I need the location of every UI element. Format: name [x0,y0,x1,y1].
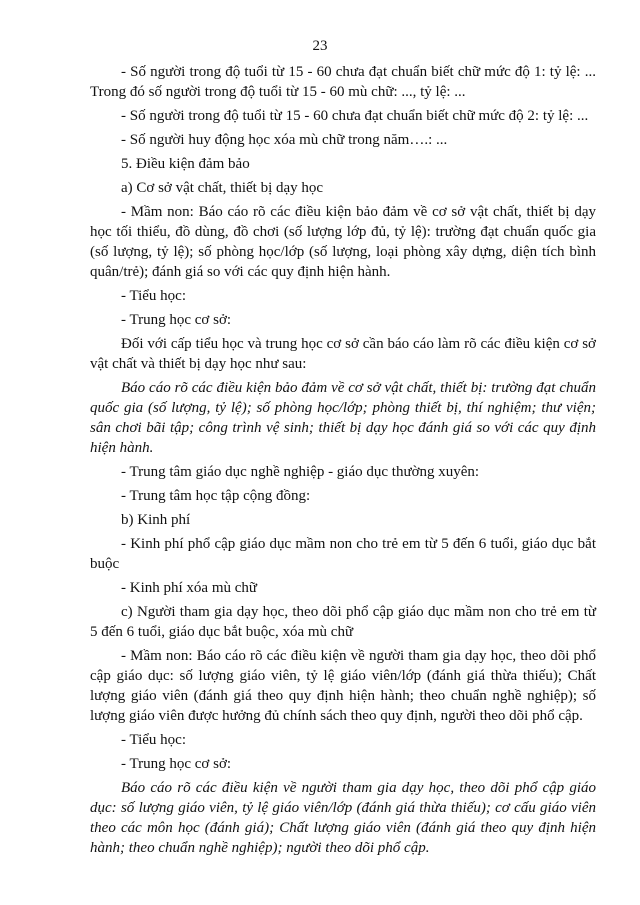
paragraph-preschool-personnel: - Mầm non: Báo cáo rõ các điều kiện về người tham gia dạy học, theo dõi phổ cập giáo dục: số lượng giáo viên, tỷ lệ giáo viên/lớp (đánh giá thừa thiếu); Chất lượng giáo viên (đánh giá theo quy định hiện hành; theo chuẩn nghề nghiệp); số lượng giáo viên được hưởng đủ chính sách theo quy định, người theo dõi phổ cập. [90,648,596,724]
paragraph-literacy-mobilization: - Số người huy động học xóa mù chữ trong năm….: ... [121,132,448,148]
list-item-primary-personnel: - Tiểu học: [121,732,187,748]
paragraph-preschool-facilities: - Mầm non: Báo cáo rõ các điều kiện bảo đảm về cơ sở vật chất, thiết bị dạy học tối thiểu, đồ dùng, đồ chơi (số lượng lớp đủ, tỷ lệ): trường đạt chuẩn quốc gia (số lượng, tỷ lệ); số phòng học/lớp (số lượng, loại phòng xây dựng, diện tích bình quân/trẻ); đánh giá so với các quy định hiện hành. [90,204,596,280]
list-item-lower-secondary-personnel: - Trung học cơ sở: [121,756,232,772]
paragraph-funding-universal-education: - Kinh phí phổ cập giáo dục mầm non cho trẻ em từ 5 đến 6 tuổi, giáo dục bắt buộc [90,536,596,572]
subheading-facilities: a) Cơ sở vật chất, thiết bị dạy học [121,180,324,196]
paragraph-literacy-level-2: - Số người trong độ tuổi từ 15 - 60 chưa đạt chuẩn biết chữ mức độ 2: tỷ lệ: ... [121,108,589,124]
paragraph-personnel-italic: Báo cáo rõ các điều kiện về người tham gia dạy học, theo dõi phổ cập giáo dục: số lượng giáo viên, tỷ lệ giáo viên/lớp (đánh giá thừa thiếu); cơ cấu giáo viên theo các môn học (đánh giá); Chất lượng giáo viên (đánh giá theo quy định hiện hành; theo chuẩn nghề nghiệp); người theo dõi phổ cập. [90,780,596,856]
document-body [90,62,596,862]
subheading-funding: b) Kinh phí [121,512,191,528]
paragraph-facilities-italic: Báo cáo rõ các điều kiện bảo đảm về cơ sở vật chất, thiết bị: trường đạt chuẩn quốc gia (số lượng, tỷ lệ); số phòng học/lớp; phòng thiết bị, thí nghiệm; thư viện; sân chơi bãi tập; công trình vệ sinh; thiết bị dạy học đánh giá so với các quy định hiện hành. [90,380,596,456]
paragraph-funding-literacy: - Kinh phí xóa mù chữ [121,580,258,596]
subheading-personnel: c) Người tham gia dạy học, theo dõi phổ cập giáo dục mầm non cho trẻ em từ 5 đến 6 tuổi, giáo dục bắt buộc, xóa mù chữ [90,604,596,640]
paragraph-literacy-level-1: - Số người trong độ tuổi từ 15 - 60 chưa đạt chuẩn biết chữ mức độ 1: tỷ lệ: ... Trong đó số người trong độ tuổi từ 15 - 60 mù chữ: ..., tỷ lệ: ... [90,64,596,100]
list-item-primary: - Tiểu học: [121,288,187,304]
list-item-lower-secondary: - Trung học cơ sở: [121,312,232,328]
list-item-community-learning-center: - Trung tâm học tập cộng đồng: [121,488,311,504]
page-number: 23 [312,38,328,54]
list-item-vocational-center: - Trung tâm giáo dục nghề nghiệp - giáo dục thường xuyên: [121,464,480,480]
section-heading-conditions: 5. Điều kiện đảm bảo [121,156,250,172]
paragraph-facilities-intro: Đối với cấp tiểu học và trung học cơ sở cần báo cáo làm rõ các điều kiện cơ sở vật chất và thiết bị dạy học như sau: [90,336,596,372]
